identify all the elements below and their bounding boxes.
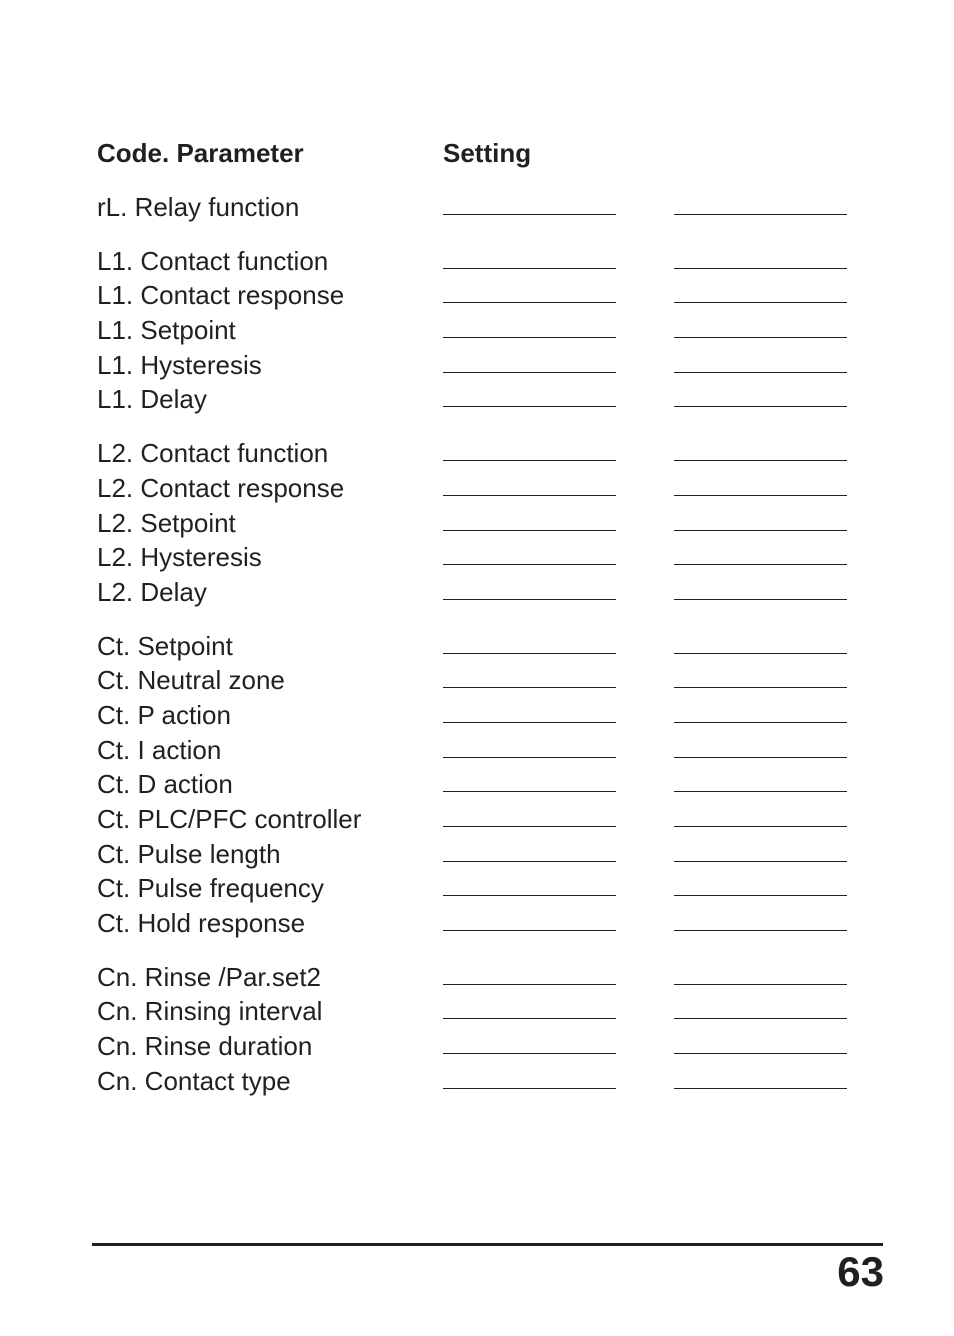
- parameter-row: [97, 1064, 857, 1099]
- setting-blank-1: [443, 495, 616, 496]
- setting-blank-2: [674, 930, 847, 931]
- setting-blank-1: [443, 826, 616, 827]
- parameter-row: [97, 1029, 857, 1064]
- setting-blank-2: [674, 687, 847, 688]
- parameter-label: L2. Contact response: [97, 472, 345, 503]
- setting-blank-2: [674, 826, 847, 827]
- parameter-group: [97, 190, 857, 225]
- setting-blank-1: [443, 757, 616, 758]
- parameter-label: L1. Contact response: [97, 280, 345, 311]
- parameter-row: [97, 837, 857, 872]
- parameter-row: [97, 960, 857, 995]
- parameter-label: Cn. Rinse duration: [97, 1031, 313, 1062]
- parameter-row: [97, 994, 857, 1029]
- setting-blank-2: [674, 406, 847, 407]
- parameter-row: [97, 575, 857, 610]
- setting-blank-2: [674, 372, 847, 373]
- parameter-label: Ct. Neutral zone: [97, 665, 285, 696]
- parameter-label: Ct. P action: [97, 699, 231, 730]
- parameter-label: L2. Setpoint: [97, 507, 236, 538]
- parameter-group: [97, 436, 857, 609]
- setting-blank-2: [674, 791, 847, 792]
- parameter-label: L2. Delay: [97, 576, 207, 607]
- parameter-label: Ct. Pulse length: [97, 838, 281, 869]
- parameter-label: Ct. Hold response: [97, 908, 306, 939]
- setting-blank-1: [443, 599, 616, 600]
- setting-blank-2: [674, 495, 847, 496]
- setting-blank-1: [443, 895, 616, 896]
- setting-blank-1: [443, 687, 616, 688]
- setting-blank-1: [443, 1018, 616, 1019]
- parameter-row: [97, 436, 857, 471]
- parameter-row: [97, 540, 857, 575]
- parameter-row: [97, 733, 857, 768]
- parameter-label: Ct. D action: [97, 769, 233, 800]
- parameter-label: Cn. Contact type: [97, 1065, 291, 1096]
- parameter-row: [97, 871, 857, 906]
- parameter-label: Ct. I action: [97, 734, 222, 765]
- setting-blank-1: [443, 861, 616, 862]
- setting-blank-1: [443, 564, 616, 565]
- setting-blank-1: [443, 984, 616, 985]
- setting-blank-2: [674, 337, 847, 338]
- parameter-label: Cn. Rinse /Par.set2: [97, 961, 321, 992]
- setting-blank-2: [674, 895, 847, 896]
- parameter-row: [97, 348, 857, 383]
- parameter-label: L1. Delay: [97, 384, 207, 415]
- setting-blank-2: [674, 530, 847, 531]
- parameter-label: Cn. Rinsing interval: [97, 996, 323, 1027]
- parameter-row: [97, 767, 857, 802]
- parameter-label: rL. Relay function: [97, 192, 300, 222]
- parameter-label: L1. Setpoint: [97, 315, 236, 346]
- setting-blank-1: [443, 653, 616, 654]
- parameter-label: Ct. Pulse frequency: [97, 873, 324, 904]
- setting-blank-1: [443, 530, 616, 531]
- parameter-row: [97, 313, 857, 348]
- setting-blank-2: [674, 1088, 847, 1089]
- parameter-label: L2. Hysteresis: [97, 542, 262, 573]
- footer-divider: [92, 1243, 883, 1246]
- parameter-row: [97, 382, 857, 417]
- parameter-row: [97, 244, 857, 279]
- setting-blank-2: [674, 722, 847, 723]
- parameter-row: [97, 698, 857, 733]
- setting-blank-2: [674, 214, 847, 215]
- setting-blank-2: [674, 1018, 847, 1019]
- setting-blank-1: [443, 406, 616, 407]
- parameter-label: Ct. Setpoint: [97, 630, 233, 661]
- setting-blank-2: [674, 599, 847, 600]
- setting-blank-1: [443, 337, 616, 338]
- setting-blank-2: [674, 302, 847, 303]
- setting-blank-2: [674, 757, 847, 758]
- setting-blank-1: [443, 302, 616, 303]
- parameter-row: [97, 663, 857, 698]
- parameter-group: [97, 629, 857, 941]
- setting-blank-1: [443, 722, 616, 723]
- parameter-row: [97, 278, 857, 313]
- setting-blank-1: [443, 460, 616, 461]
- setting-blank-1: [443, 372, 616, 373]
- parameter-row: [97, 906, 857, 941]
- parameter-group: [97, 960, 857, 1099]
- parameter-column-heading: Code. Parameter: [97, 138, 304, 168]
- parameter-label: L1. Contact function: [97, 245, 329, 276]
- setting-blank-1: [443, 268, 616, 269]
- setting-blank-1: [443, 930, 616, 931]
- setting-blank-2: [674, 564, 847, 565]
- parameter-label: L1. Hysteresis: [97, 349, 262, 380]
- setting-blank-1: [443, 791, 616, 792]
- setting-blank-1: [443, 1088, 616, 1089]
- setting-blank-1: [443, 1053, 616, 1054]
- table-header: [97, 138, 857, 172]
- parameter-label: L2. Contact function: [97, 438, 329, 469]
- parameter-group: [97, 244, 857, 417]
- parameter-row: [97, 629, 857, 664]
- parameter-row: [97, 471, 857, 506]
- setting-blank-2: [674, 653, 847, 654]
- setting-column-heading: Setting: [443, 138, 532, 168]
- parameter-row: [97, 802, 857, 837]
- page-number: 63: [837, 1248, 884, 1295]
- parameter-label: Ct. PLC/PFC controller: [97, 804, 362, 834]
- setting-blank-2: [674, 984, 847, 985]
- setting-blank-2: [674, 460, 847, 461]
- setting-blank-2: [674, 861, 847, 862]
- setting-blank-2: [674, 1053, 847, 1054]
- parameter-row: [97, 506, 857, 541]
- setting-blank-1: [443, 214, 616, 215]
- setting-blank-2: [674, 268, 847, 269]
- parameter-table: [97, 190, 857, 1118]
- parameter-row: [97, 190, 857, 225]
